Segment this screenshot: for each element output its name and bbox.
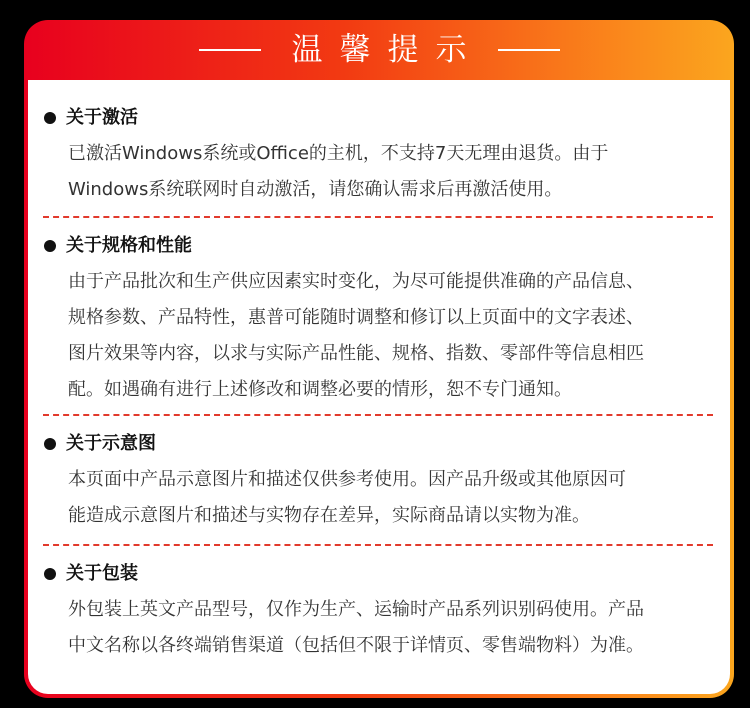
section-line: 外包装上英文产品型号，仅作为生产、运输时产品系列识别码使用。产品: [68, 599, 644, 620]
header-left-line: [199, 49, 261, 51]
section-title-illustration: [44, 432, 156, 456]
bullet-icon: [44, 112, 56, 124]
notice-title: 温馨提示: [291, 31, 484, 68]
bullet-icon: [44, 568, 56, 580]
notice-card: [24, 20, 734, 698]
bullet-icon: [44, 240, 56, 252]
section-line: 能造成示意图片和描述与实物存在差异，实际商品请以实物为准。: [68, 505, 590, 526]
section-line: 已激活Windows系统或Office的主机，不支持7天无理由退货。由于: [68, 143, 609, 164]
section-divider: [43, 216, 713, 218]
notice-header: [24, 20, 734, 80]
section-line: 本页面中产品示意图片和描述仅供参考使用。因产品升级或其他原因可: [68, 469, 626, 490]
section-title-text: 关于包装: [66, 563, 138, 584]
section-divider: [43, 414, 713, 416]
section-divider: [43, 544, 713, 546]
section-line: 中文名称以各终端销售渠道（包括但不限于详情页、零售端物料）为准。: [68, 635, 644, 656]
section-title-text: 关于激活: [66, 107, 138, 128]
notice-content: [28, 80, 730, 694]
section-line: 图片效果等内容，以求与实际产品性能、规格、指数、零部件等信息相匹: [68, 343, 644, 364]
section-body-specs: [68, 264, 718, 408]
section-body-packaging: [68, 592, 718, 664]
section-title-specs: [44, 234, 192, 258]
section-line: 规格参数、产品特性，惠普可能随时调整和修订以上页面中的文字表述、: [68, 307, 644, 328]
bullet-icon: [44, 438, 56, 450]
section-line: 配。如遇确有进行上述修改和调整必要的情形，恕不专门通知。: [68, 379, 572, 400]
header-right-line: [498, 49, 560, 51]
section-title-activation: [44, 106, 138, 130]
section-title-text: 关于示意图: [66, 433, 156, 454]
section-body-activation: [68, 136, 718, 208]
section-line: Windows系统联网时自动激活，请您确认需求后再激活使用。: [68, 179, 563, 200]
section-line: 由于产品批次和生产供应因素实时变化，为尽可能提供准确的产品信息、: [68, 271, 644, 292]
section-body-illustration: [68, 462, 718, 534]
section-title-packaging: [44, 562, 138, 586]
section-title-text: 关于规格和性能: [66, 235, 192, 256]
